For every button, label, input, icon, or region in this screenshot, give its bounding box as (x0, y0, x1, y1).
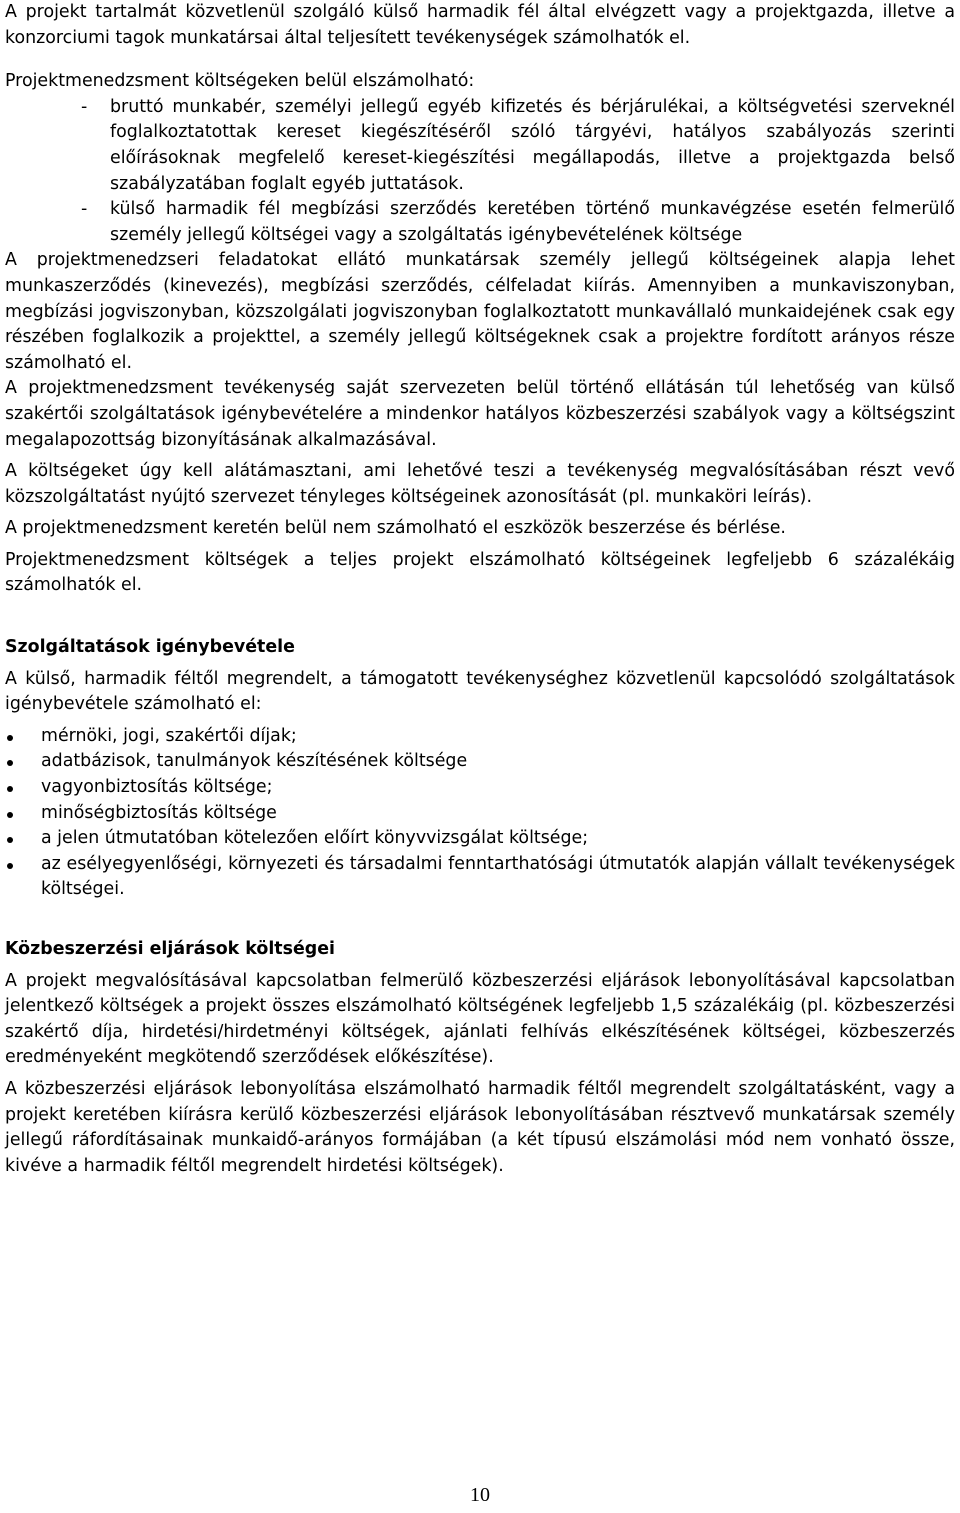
list-item (5, 749, 955, 775)
paragraph: A projektmenedzsment tevékenység saját szervezeten belül történő ellátásán túl lehetőség van külső szakértői szolgáltatások igénybevételére a mindenkor hatályos közbeszerzési szabályok vagy a költségszint megalapozottság bizonyításának alkalmazásával. (5, 378, 955, 450)
bullet-icon (7, 812, 13, 818)
paragraph: Projektmenedzsment költségek a teljes projekt elszámolható költségeinek legfeljebb 6 százalékáig számolhatók el. (5, 549, 955, 596)
dash-marker: - (81, 96, 88, 117)
intro-paragraph: A projekt tartalmát közvetlenül szolgáló külső harmadik fél által elvégzett vagy a projektgazda, illetve a konzorciumi tagok munkatársai által teljesített tevékenységek számolhatók el. (5, 2, 955, 48)
list-item-text: vagyonbiztosítás költsége; (41, 777, 273, 798)
section-heading: Szolgáltatások igénybevétele (5, 637, 295, 658)
list-item (5, 95, 955, 197)
bullet-icon (7, 786, 13, 792)
list-item (5, 724, 955, 750)
list-item-text: a jelen útmutatóban kötelezően előírt könyvvizsgálat költsége; (41, 828, 589, 849)
list-item (5, 197, 955, 248)
section-intro: A külső, harmadik féltől megrendelt, a támogatott tevékenységhez közvetlenül kapcsolódó szolgáltatások igénybevétele számolható el: (5, 668, 955, 715)
list-item (5, 852, 955, 903)
list-item-text: minőségbiztosítás költsége (41, 802, 277, 823)
bullet-icon (7, 837, 13, 843)
list-item (5, 775, 955, 801)
section-heading: Közbeszerzési eljárások költségei (5, 939, 335, 959)
pm-costs-lead: Projektmenedzsment költségeken belül elszámolható: (5, 71, 475, 92)
bullet-icon (7, 863, 13, 869)
paragraph: A projekt megvalósításával kapcsolatban felmerülő közbeszerzési eljárások lebonyolításával kapcsolatban jelentkező költségek a projekt összes elszámolható költségének legfeljebb 1,5 százalékáig (pl. közbeszerzési szakértő díja, hirdetési/hirdetményi költségek, ajánlati felhívás elkészítésének költségei, közbeszerzés eredményeként megkötendő szerződések előkészítése). (5, 970, 955, 1068)
list-item-text: az esélyegyenlőségi, környezeti és társadalmi fenntarthatósági útmutatók alapján vállalt tevékenységek költségei. (41, 853, 955, 900)
paragraph: A költségeket úgy kell alátámasztani, ami lehetővé teszi a tevékenység megvalósításában részt vevő közszolgáltatást nyújtó szervezet tényleges költségeinek azonosítását (pl. munkaköri leírás). (5, 461, 955, 507)
pm-costs-list (5, 95, 955, 249)
list-item-text: mérnöki, jogi, szakértői díjak; (41, 725, 297, 746)
paragraph: A közbeszerzési eljárások lebonyolítása elszámolható harmadik féltől megrendelt szolgáltatásként, vagy a projekt keretében kiírásra kerülő közbeszerzési eljárások lebonyolításában résztvevő munkatársak személy jellegű ráfordításainak munkaidő-arányos formájában (a két típusú elszámolási mód nem vonható össze, kivéve a harmadik féltől megrendelt hirdetési költségek). (5, 1078, 955, 1176)
list-item (5, 801, 955, 827)
list-item-text: bruttó munkabér, személyi jellegű egyéb kifizetés és bérjárulékai, a költségvetési szerveknél foglalkoztatottak kereset kiegészítéséről szóló tárgyévi, hatályos szabályozás szerinti előírásoknak megfelelő kereset-kiegészítési megállapodás, illetve a projektgazda belső szabályzatában foglalt egyéb juttatások. (110, 96, 955, 194)
bullet-icon (7, 735, 13, 741)
bullet-icon (7, 760, 13, 766)
list-item-text: adatbázisok, tanulmányok készítésének költsége (41, 751, 468, 772)
page-number: 10 (470, 1484, 490, 1506)
dash-marker: - (81, 199, 88, 220)
services-bullet-list (5, 724, 955, 903)
list-item-text: külső harmadik fél megbízási szerződés keretében történő munkavégzése esetén felmerülő személy jellegű költségei vagy a szolgáltatás igénybevételének költsége (110, 199, 955, 245)
document-page (5, 0, 955, 1185)
paragraph: A projektmenedzseri feladatokat ellátó munkatársak személy jellegű költségeinek alapja lehet munkaszerződés (kinevezés), megbízási szerződés, célfeladat kiírás. Amennyiben a munkaviszonyban, megbízási jogviszonyban, közszolgálati jogviszonyban foglalkoztatott munkavállaló munkaidejének csak egy részében foglalkozik a projekttel, a személy jellegű költségeknek csak a projektre fordított arányos része számolható el. (5, 250, 955, 373)
list-item (5, 826, 955, 852)
paragraph: A projektmenedzsment keretén belül nem számolható el eszközök beszerzése és bérlése. (5, 518, 786, 539)
